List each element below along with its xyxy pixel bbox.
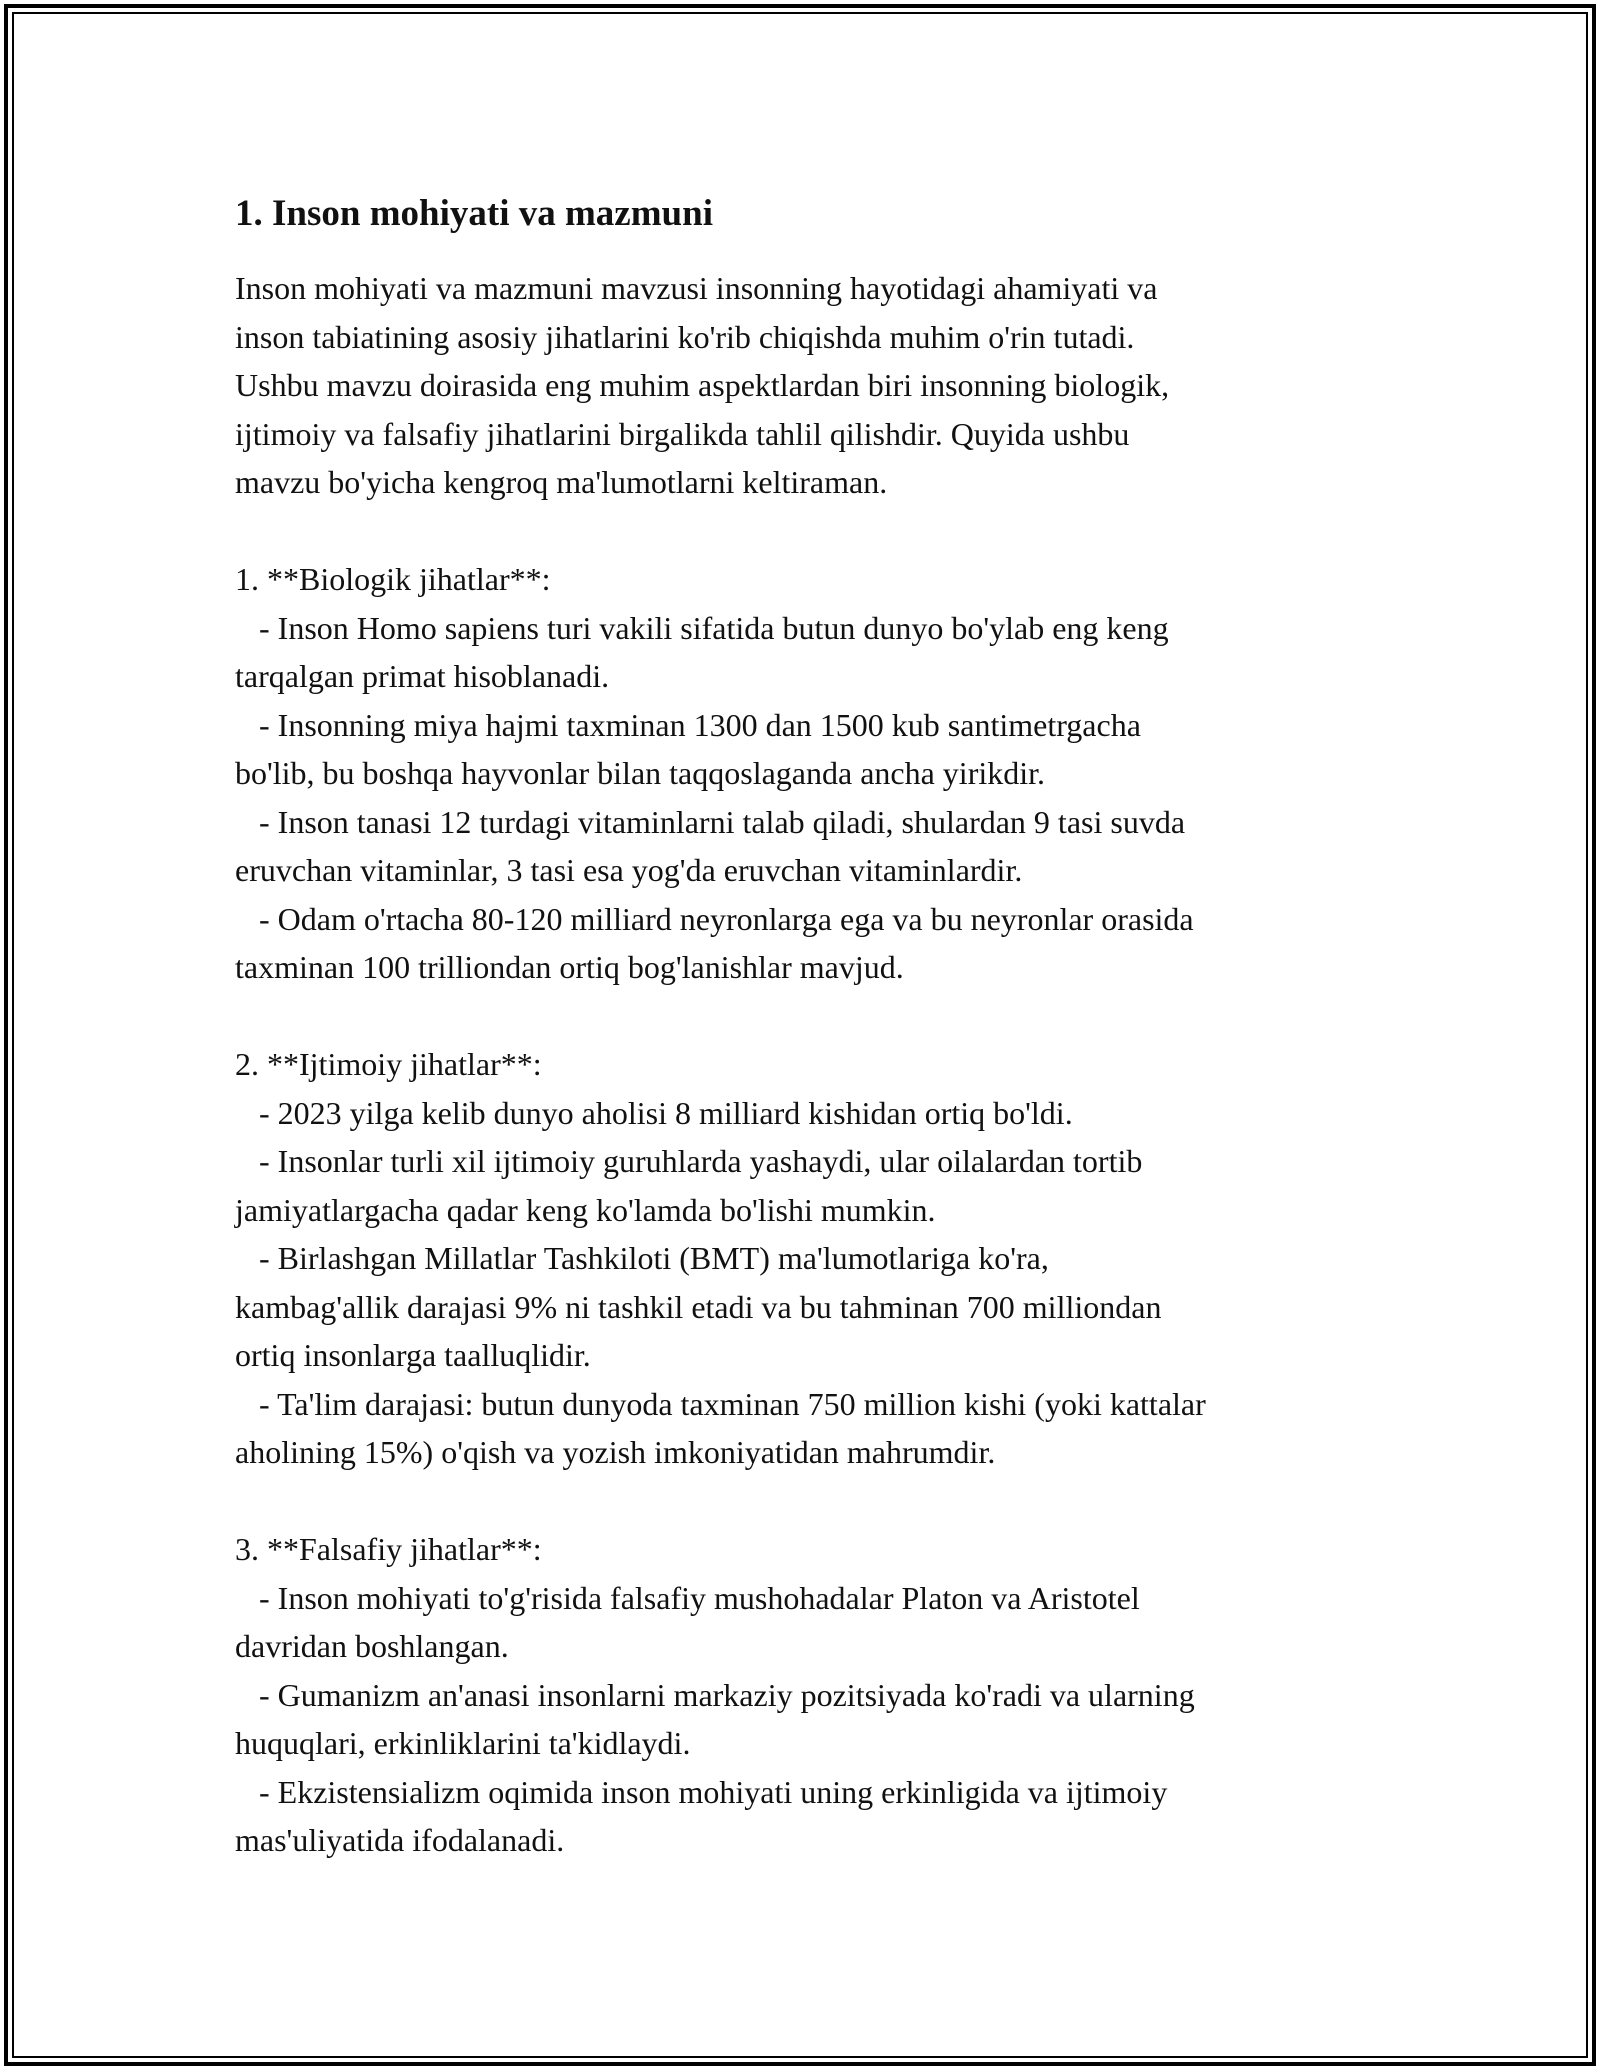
text-line: davridan boshlangan. bbox=[235, 1628, 509, 1664]
section-heading: 1. Inson mohiyati va mazmuni bbox=[235, 193, 713, 234]
text-line: eruvchan vitaminlar, 3 tasi esa yog'da eruvchan vitaminlardir. bbox=[235, 852, 1023, 888]
blank-line bbox=[235, 1477, 1365, 1526]
text-line: Ushbu mavzu doirasida eng muhim aspektlardan biri insonning biologik, bbox=[235, 367, 1170, 403]
text-line: tarqalgan primat hisoblanadi. bbox=[235, 658, 610, 694]
text-line: aholining 15%) o'qish va yozish imkoniyatidan mahrumdir. bbox=[235, 1434, 996, 1470]
text-line: - Ta'lim darajasi: butun dunyoda taxminan 750 million kishi (yoki kattalar bbox=[235, 1385, 1206, 1422]
text-line: - Inson Homo sapiens turi vakili sifatida butun dunyo bo'ylab eng keng bbox=[235, 609, 1169, 646]
blank-line bbox=[235, 507, 1365, 556]
text-line: - Gumanizm an'anasi insonlarni markaziy pozitsiyada ko'radi va ularning bbox=[235, 1676, 1195, 1713]
text-line: - Ekzistensializm oqimida inson mohiyati uning erkinligida va ijtimoiy bbox=[235, 1773, 1168, 1810]
text-line: - Odam o'rtacha 80-120 milliard neyronlarga ega va bu neyronlar orasida bbox=[235, 900, 1194, 937]
text-line: kambag'allik darajasi 9% ni tashkil etadi va bu tahminan 700 milliondan bbox=[235, 1288, 1162, 1325]
intro-paragraph bbox=[235, 264, 1365, 507]
text-line: jamiyatlargacha qadar keng ko'lamda bo'lishi mumkin. bbox=[235, 1191, 936, 1228]
text-line: Inson mohiyati va mazmuni mavzusi insonning hayotidagi ahamiyati va bbox=[235, 270, 1158, 306]
text-line: mas'uliyatida ifodalanadi. bbox=[235, 1822, 565, 1858]
text-line: inson tabiatining asosiy jihatlarini ko'rib chiqishda muhim o'rin tutadi. bbox=[235, 318, 1135, 355]
text-line: ortiq insonlarga taalluqlidir. bbox=[235, 1337, 591, 1373]
list-heading: 3. **Falsafiy jihatlar**: bbox=[235, 1531, 542, 1567]
text-line: bo'lib, bu boshqa hayvonlar bilan taqqoslaganda ancha yirikdir. bbox=[235, 755, 1046, 791]
text-line: huquqlari, erkinliklarini ta'kidlaydi. bbox=[235, 1725, 691, 1761]
biological-aspects-section bbox=[235, 555, 1365, 992]
text-line: mavzu bo'yicha kengroq ma'lumotlarni keltiraman. bbox=[235, 464, 888, 500]
document-body bbox=[235, 186, 1365, 1865]
text-line: - Insonning miya hajmi taxminan 1300 dan 1500 kub santimetrgacha bbox=[235, 706, 1141, 743]
list-heading: 1. **Biologik jihatlar**: bbox=[235, 561, 551, 597]
text-line: - Inson tanasi 12 turdagi vitaminlarni talab qiladi, shulardan 9 tasi suvda bbox=[235, 803, 1186, 840]
text-line: - Insonlar turli xil ijtimoiy guruhlarda yashaydi, ular oilalardan tortib bbox=[235, 1143, 1143, 1179]
text-line: ijtimoiy va falsafiy jihatlarini birgalikda tahlil qilishdir. Quyida ushbu bbox=[235, 415, 1130, 452]
text-line: - Birlashgan Millatlar Tashkiloti (BMT) ma'lumotlariga ko'ra, bbox=[235, 1240, 1049, 1276]
blank-line bbox=[235, 992, 1365, 1041]
text-line: taxminan 100 trilliondan ortiq bog'lanishlar mavjud. bbox=[235, 949, 904, 985]
text-line: - 2023 yilga kelib dunyo aholisi 8 milliard kishidan ortiq bo'ldi. bbox=[235, 1094, 1073, 1131]
philosophical-aspects-section bbox=[235, 1525, 1365, 1865]
social-aspects-section bbox=[235, 1040, 1365, 1477]
list-heading: 2. **Ijtimoiy jihatlar**: bbox=[235, 1046, 542, 1082]
text-line: - Inson mohiyati to'g'risida falsafiy mushohadalar Platon va Aristotel bbox=[235, 1579, 1140, 1616]
